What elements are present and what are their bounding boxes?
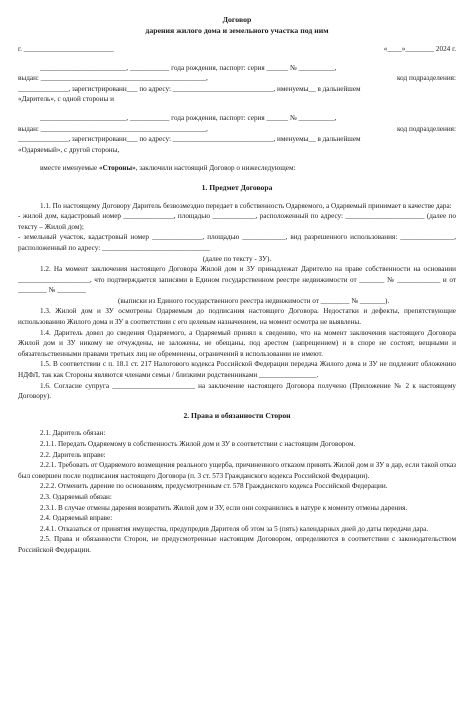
clause-1-3: 1.3. Жилой дом и ЗУ осмотрены Одаряемым до подписания настоящего Договора. Недостатки и дефекты, препятствующие использованию Жилого дома и ЗУ в соответствии с его целевым назначением, на момент осмотра не выявлены. [18,307,456,327]
party-donor [18,63,456,105]
city-field: г. _________________________ [18,45,114,53]
clause-2-3-1: 2.3.1. В случае отмены дарения возвратить Жилой дом и ЗУ, если они сохранились в натуре к моменту отмены дарения. [40,503,408,512]
clause-1-6: 1.6. Согласие супруга _______________________ на заключение настоящего Договора получено (Приложение № 2 к настоящему Договору). [18,381,456,401]
section-2 [18,428,456,555]
donor-line-3: ______________, зарегистрированн___ по адресу: ____________________________, именуемы__ в дальнейшем [18,84,361,93]
donor-line-4: «Даритель», с одной стороны и [18,95,114,104]
clause-1-1-house: - жилой дом, кадастровый номер ______________, площадью ____________, расположенный по адресу: ______________________ (далее по тексту – Жилой дом); [18,212,456,231]
clause-1-1-land-end: (далее по тексту - ЗУ). [202,254,272,263]
party-recipient [18,113,456,155]
clause-2-4-1: 2.4.1. Отказаться от принятия имущества, предупредив Дарителя об этом за 5 (пять) календарных дней до даты передачи дара. [40,524,429,533]
section-1-heading: 1. Предмет Договора [201,182,273,192]
document-title: Договор [222,15,252,24]
section-2-heading: 2. Права и обязанности Сторон [183,410,291,420]
section-1 [18,201,456,402]
clause-1-5: 1.5. В соответствии с п. 18.1 ст. 217 Налогового кодекса Российской Федерации передача Жилого дома и ЗУ не подлежит обложению НДФЛ, так как Стороны являются членами семьи / близкими родственниками ________________. [18,360,456,380]
clause-2-5: 2.5. Права и обязанности Сторон, не предусмотренные настоящим Договором, определяются в соответствии с законодательством Российской Федерации. [18,535,456,554]
recipient-line-4: «Одаряемый», с другой стороны, [18,145,120,154]
date-field: «____»________ 2024 г. [383,45,456,53]
donor-line-2: выдан: ______________________________________________, код подразделения: [18,74,456,83]
city-date-line [18,44,456,55]
document-subtitle: дарения жилого дома и земельного участка под ним [145,26,329,35]
clause-2-4: 2.4. Одаряемый вправе: [40,514,113,523]
clause-1-4: 1.4. Даритель довел до сведения Одаряемого, а Одаряемый принял к сведению, что на момент заключения настоящего Договора Жилой дом и ЗУ никому не отчуждены, не заложены, не обещаны, под арестом (запрещением) и в споре не состоят, вещными и обязательственными правами третьих лиц не обременены, ограничений в использовании не имеют. [18,328,456,358]
recipient-line-1: ________________________, ___________ года рождения, паспорт: серия ______ № __________, [40,113,337,122]
clause-1-2: 1.2. На момент заключения настоящего Договора Жилой дом и ЗУ принадлежат Дарителю на праве собственности на основании ____________________, что подтверждается записями в Едином государственном реестре недвижимости от _______ № ____________ и от ________ № ________ [18,265,456,295]
clause-1-1: 1.1. По настоящему Договору Даритель безвозмездно передает в собственность Одаряемого, а Одаряемый принимает в качестве дара: [40,201,452,210]
clause-2-2-1: 2.2.1. Требовать от Одаряемого возмещения реального ущерба, причиненного отказом принять Жилой дом и ЗУ в дар, если такой отказ был совершен после подписания настоящего Договора (п. 3 ст. 573 Гражданского кодекса Российской Федерации). [18,461,456,480]
recipient-line-3: ______________, зарегистрированн___ по адресу: ____________________________, именуемы__ в дальнейшем [18,135,361,144]
donor-line-1: ________________________, ___________ года рождения, паспорт: серия ______ № __________, [40,63,337,72]
together-clause: вместе именуемые «Стороны», заключили настоящий Договор о нижеследующем: [40,164,296,173]
clause-1-1-land: - земельный участок, кадастровый номер ______________, площадью ____________, вид разрешенного использования: _______________, расположенный по адресу: ______________________________ [18,233,456,252]
clause-1-2-end: (выписки из Единого государственного реестра недвижимости от ________ № _______). [118,296,390,305]
clause-2-3: 2.3. Одаряемый обязан: [40,492,112,501]
recipient-line-2: выдан: ______________________________________________, код подразделения: [18,124,456,133]
clause-2-2: 2.2. Даритель вправе: [40,450,106,459]
clause-2-1-1: 2.1.1. Передать Одаряемому в собственность Жилой дом и ЗУ в соответствии с настоящим Договором. [40,440,356,448]
clause-2-2-2: 2.2.2. Отменить дарение по основаниям, предусмотренным ст. 578 Гражданского кодекса Российской Федерации. [40,482,388,491]
clause-2-1: 2.1. Даритель обязан: [40,429,106,438]
